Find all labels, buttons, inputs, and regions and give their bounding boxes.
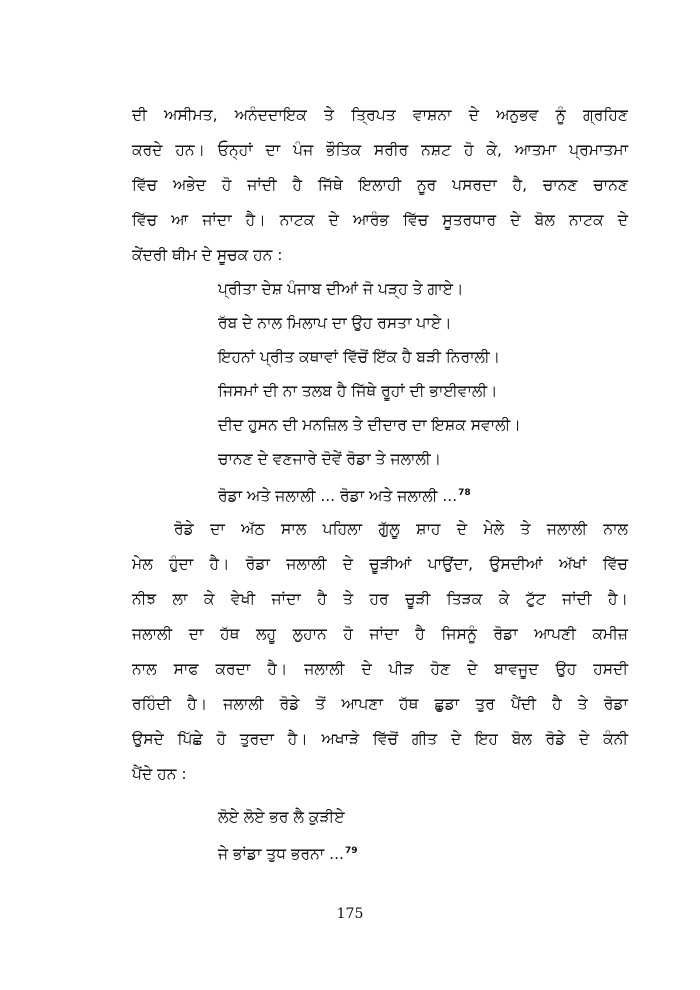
verse-line: ਲੋਏ ਲੋਏ ਭਰ ਲੈ ਕੁੜੀਏ [218,808,345,826]
paragraph-line: ਨੀਝ ਲਾ ਕੇ ਵੇਖੀ ਜਾਂਦਾ ਹੈ ਤੇ ਹਰ ਚੂੜੀ ਤਿੜਕ ਕੇ ਟੁੱਟ ਜਾਂਦੀ ਹੈ। [132,590,628,608]
verse-line: ਪ੍ਰੀਤਾ ਦੇਸ਼ ਪੰਜਾਬ ਦੀਆਂ ਜੋ ਪੜ੍ਹ ਤੇ ਗਾਏ। [218,280,464,298]
verse-line: ਰੱਬ ਦੇ ਨਾਲ ਮਿਲਾਪ ਦਾ ਉਹ ਰਸਤਾ ਪਾਏ। [218,314,452,332]
paragraph-line: ਉਸਦੇ ਪਿੱਛੇ ਹੋ ਤੁਰਦਾ ਹੈ। ਅਖਾੜੇ ਵਿੱਚੋਂ ਗੀਤ ਦੇ ਇਹ ਬੋਲ ਰੋਡੇ ਦੇ ਕੰਨੀ [132,730,628,748]
footnote-marker: 78 [458,488,471,498]
verse-block-2 [218,800,357,868]
verse-line: ਇਹਨਾਂ ਪ੍ਰੀਤ ਕਥਾਵਾਂ ਵਿੱਚੋਂ ਇੱਕ ਹੈ ਬੜੀ ਨਿਰਾਲੀ। [218,348,501,366]
paragraph-line: ਕਰਦੇ ਹਨ। ਓਨ੍ਹਾਂ ਦਾ ਪੰਜ ਭੌਤਿਕ ਸਰੀਰ ਨਸ਼ਟ ਹੋ ਕੇ, ਆਤਮਾ ਪ੍ਰਮਾਤਮਾ [132,141,628,159]
paragraph-line: ਦੀ ਅਸੀਮਤ, ਅਨੰਦਦਾਇਕ ਤੇ ਤ੍ਰਿਪਤ ਵਾਸ਼ਨਾ ਦੇ ਅਨੁਭਵ ਨੂੰ ਗ੍ਰਹਿਣ [132,106,628,124]
paragraph-line: ਜਲਾਲੀ ਦਾ ਹੱਥ ਲਹੂ ਲੁਹਾਨ ਹੋ ਜਾਂਦਾ ਹੈ ਜਿਸਨੂੰ ਰੋਡਾ ਆਪਣੀ ਕਮੀਜ਼ [132,625,628,643]
verse-block-1 [218,272,521,510]
verse-line: ਜਿਸਮਾਂ ਦੀ ਨਾ ਤਲਬ ਹੈ ਜਿੱਥੇ ਰੂਹਾਂ ਦੀ ਭਾਈਵਾਲੀ। [218,382,498,400]
paragraph-1 [132,98,628,273]
paragraph-line: ਵਿੱਚ ਆ ਜਾਂਦਾ ਹੈ। ਨਾਟਕ ਦੇ ਆਰੰਭ ਵਿੱਚ ਸੂਤਰਧਾਰ ਦੇ ਬੋਲ ਨਾਟਕ ਦੇ [132,211,628,229]
paragraph-line: ਪੈਂਦੇ ਹਨ : [132,765,187,783]
paragraph-line: ਨਾਲ ਸਾਫ ਕਰਦਾ ਹੈ। ਜਲਾਲੀ ਦੇ ਪੀੜ ਹੋਣ ਦੇ ਬਾਵਜੂਦ ਉਹ ਹਸਦੀ [132,660,628,678]
footnote-marker: 79 [344,846,358,856]
verse-line: ਚਾਨਣ ਦੇ ਵਣਜਾਰੇ ਦੋਵੇਂ ਰੋਡਾ ਤੇ ਜਲਾਲੀ। [218,450,442,468]
paragraph-line: ਰਹਿੰਦੀ ਹੈ। ਜਲਾਲੀ ਰੋਡੇ ਤੋਂ ਆਪਣਾ ਹੱਥ ਛੁਡਾ ਤੁਰ ਪੈਂਦੀ ਹੈ ਤੇ ਰੋਡਾ [132,695,628,713]
paragraph-line: ਰੋਡੇ ਦਾ ਅੱਠ ਸਾਲ ਪਹਿਲਾ ਗੁੱਲੂ ਸ਼ਾਹ ਦੇ ਮੇਲੇ ਤੇ ਜਲਾਲੀ ਨਾਲ [174,520,628,538]
paragraph-line: ਕੇਂਦਰੀ ਥੀਮ ਦੇ ਸੂਚਕ ਹਨ : [132,246,283,264]
verse-line [218,476,521,510]
verse-line [218,834,357,868]
verse-line-text: ਜੇ ਭਾਂਡਾ ਤੁਧ ਭਰਨਾ ... [218,845,344,863]
verse-line: ਦੀਦ ਹੁਸਨ ਦੀ ਮਨਜ਼ਿਲ ਤੇ ਦੀਦਾਰ ਦਾ ਇਸ਼ਕ ਸਵਾਲੀ। [218,416,521,434]
paragraph-line: ਮੇਲ ਹੁੰਦਾ ਹੈ। ਰੋਡਾ ਜਲਾਲੀ ਦੇ ਚੂੜੀਆਂ ਪਾਉਂਦਾ, ਉਸਦੀਆਂ ਅੱਖਾਂ ਵਿੱਚ [132,555,628,573]
paragraph-line: ਵਿੱਚ ਅਭੇਦ ਹੋ ਜਾਂਦੀ ਹੈ ਜਿੱਥੇ ਇਲਾਹੀ ਨੂਰ ਪਸਰਦਾ ਹੈ, ਚਾਨਣ ਚਾਨਣ [132,176,628,194]
paragraph-2 [132,512,628,792]
page-number: 175 [336,906,364,922]
verse-line-text: ਰੋਡਾ ਅਤੇ ਜਲਾਲੀ ... ਰੋਡਾ ਅਤੇ ਜਲਾਲੀ ... [218,487,458,505]
